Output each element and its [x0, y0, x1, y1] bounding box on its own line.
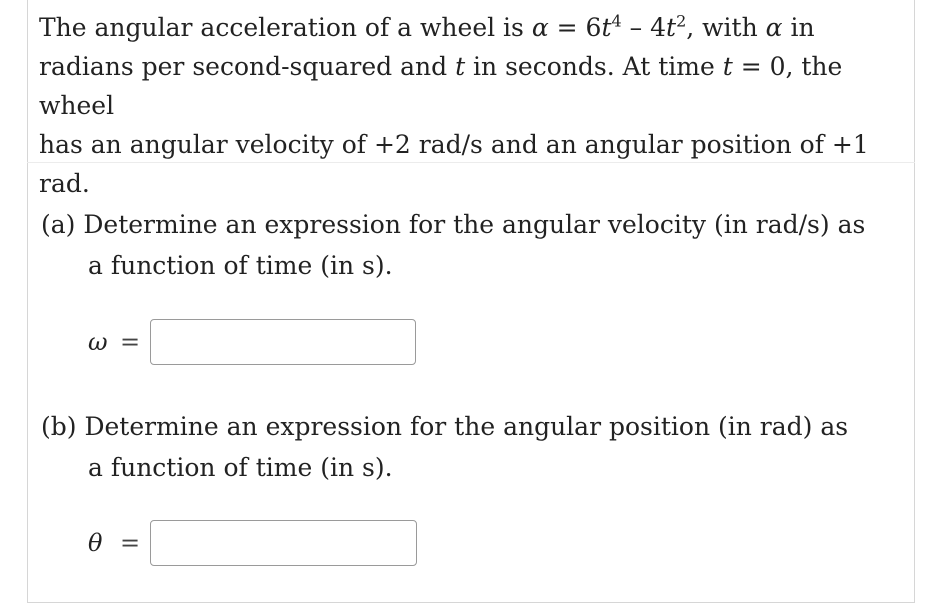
omega-symbol: ω [88, 328, 108, 356]
part-a-answer-row [88, 319, 416, 365]
equals-sign: = [120, 328, 141, 356]
part-a-prompt [41, 204, 881, 286]
part-b-answer-row [88, 520, 417, 566]
problem-statement: The angular acceleration of a wheel is $\alpha = 6t^4 - 4t^2$, with α in radians per second-squared and t in seconds. At time t = 0, the wheel has an angular velocity of +2 rad/s and an angular position of +1 rad. [39, 11, 869, 198]
angular-velocity-input[interactable] [150, 319, 416, 365]
equals-sign: = [120, 529, 141, 557]
part-b-line1: (b) Determine an expression for the angular position (in rad) as [41, 412, 849, 441]
part-b-prompt [41, 406, 881, 488]
part-a-line1: (a) Determine an expression for the angular velocity (in rad/s) as [41, 210, 866, 239]
part-b-line2: a function of time (in s). [88, 453, 393, 482]
angular-position-input[interactable] [150, 520, 417, 566]
section-divider [27, 162, 915, 163]
part-a-line2: a function of time (in s). [88, 251, 393, 280]
theta-symbol: θ [88, 529, 103, 557]
